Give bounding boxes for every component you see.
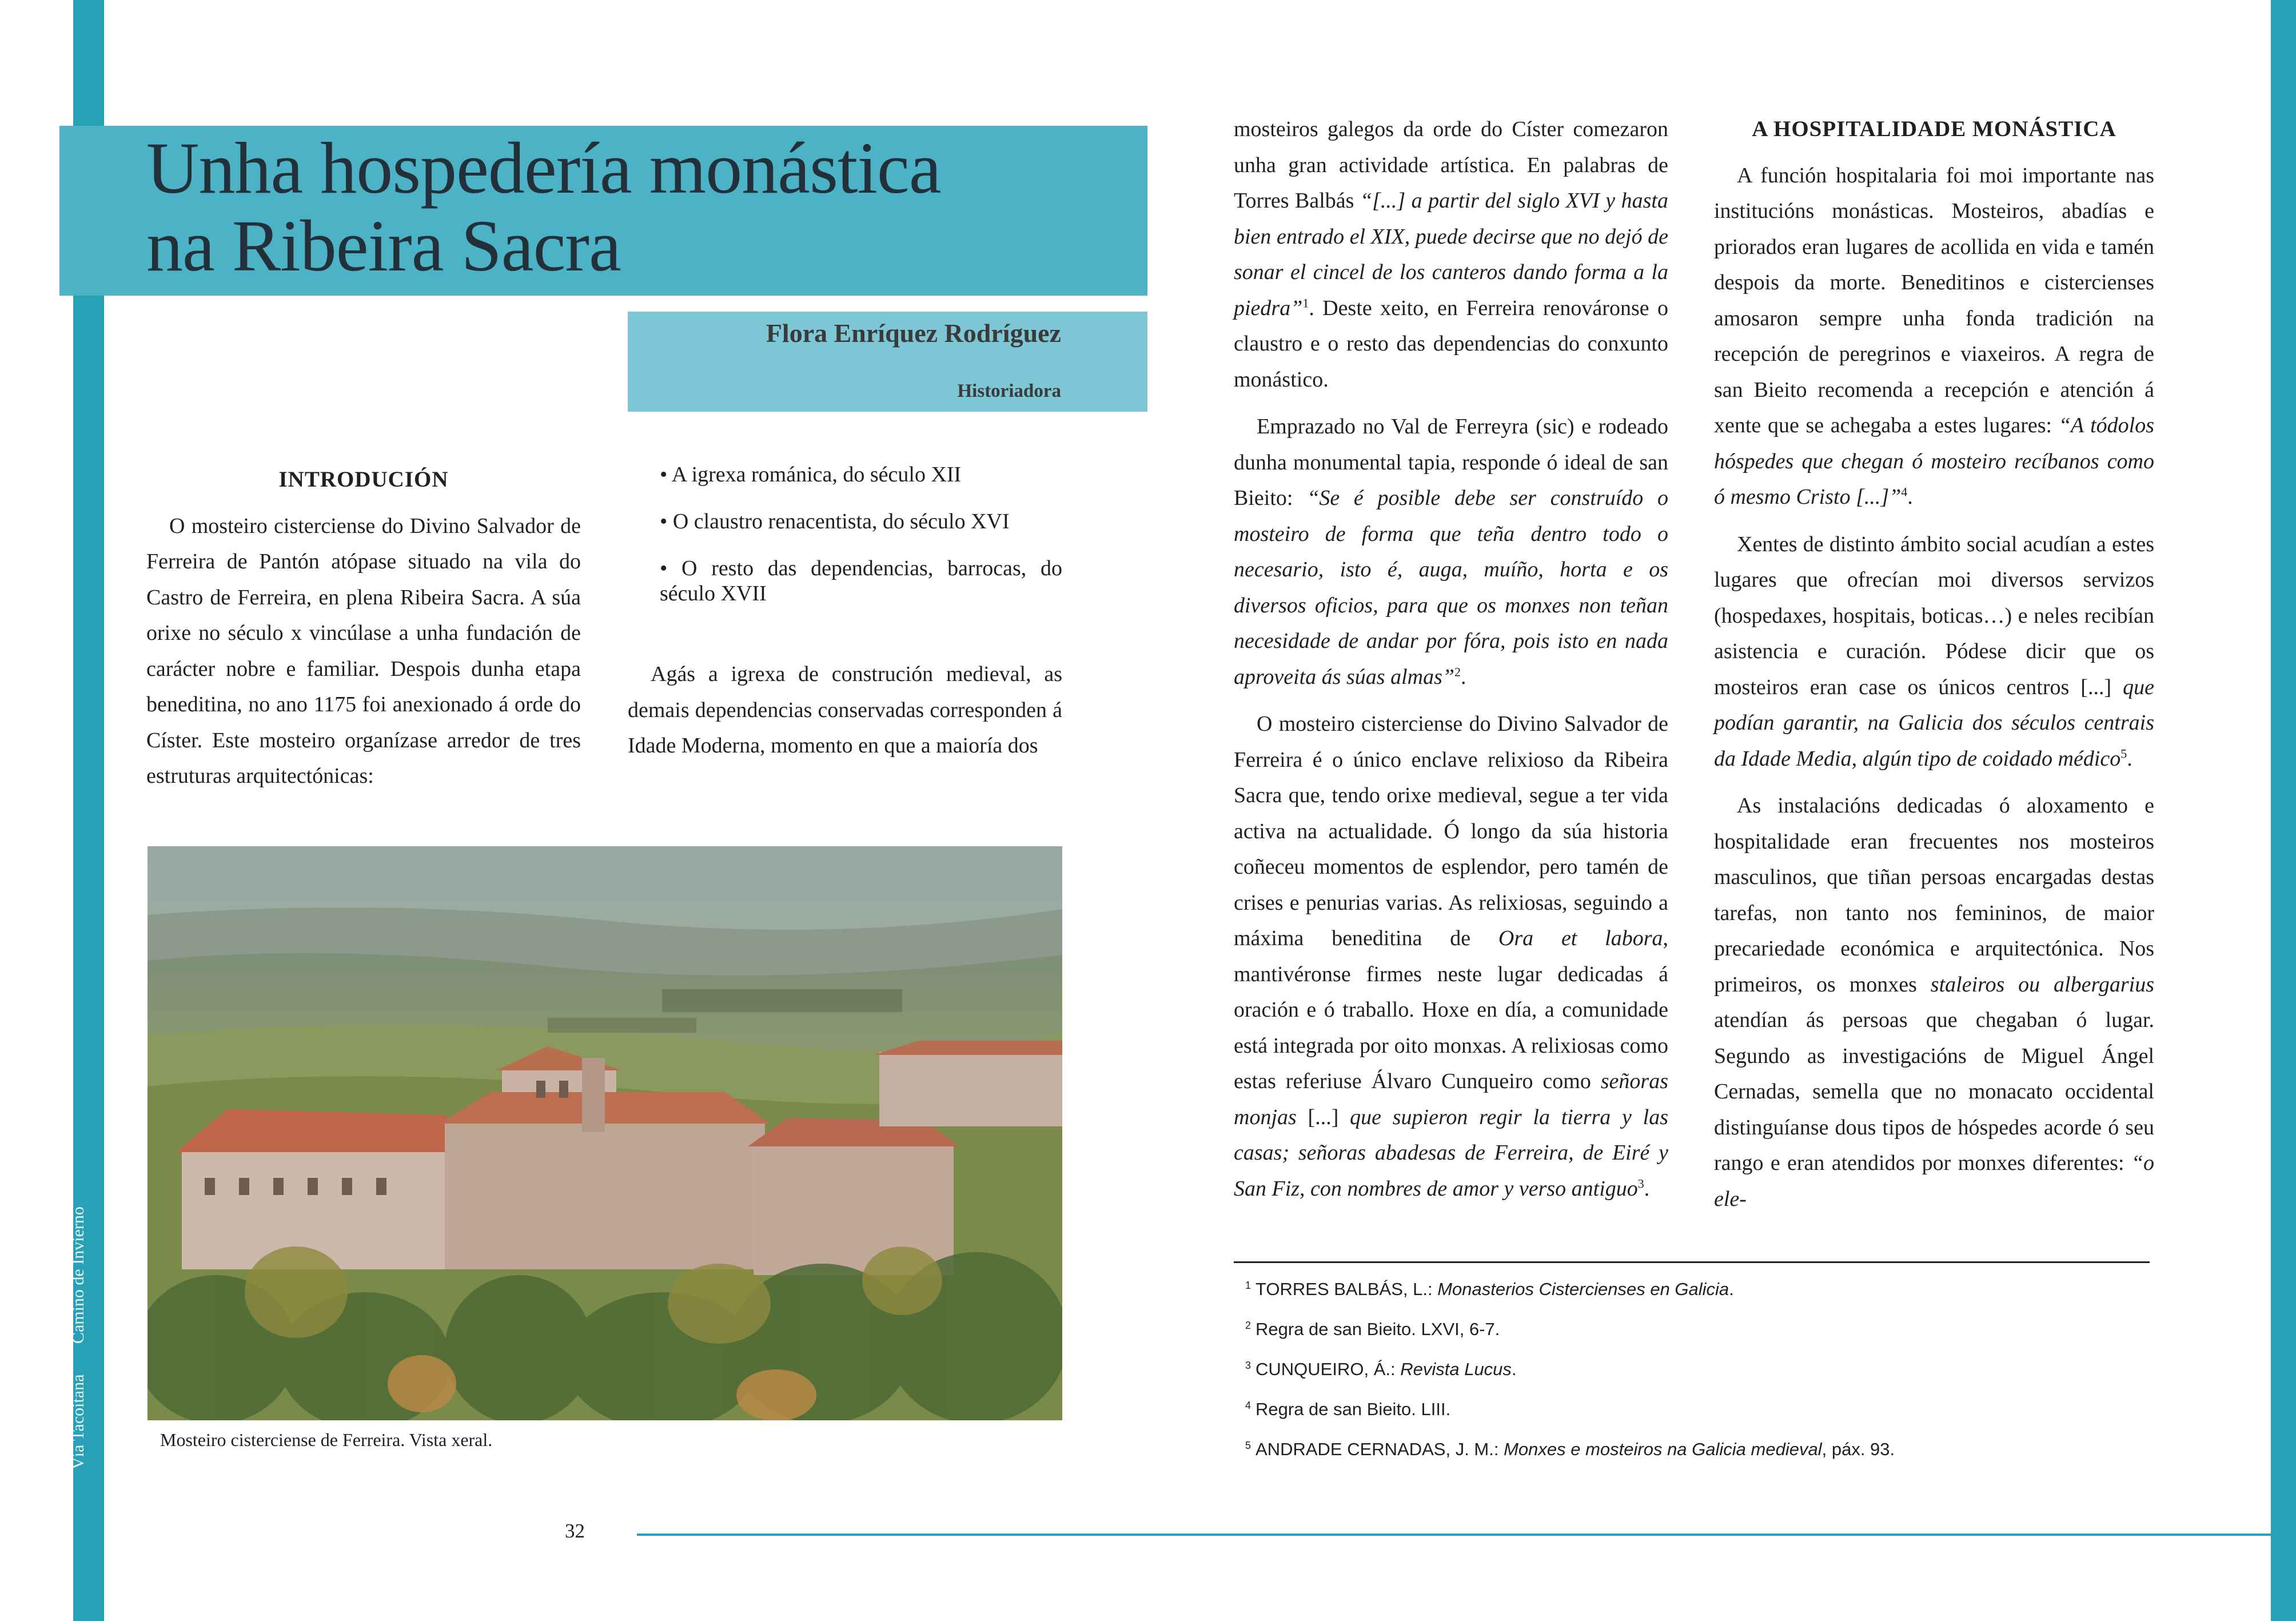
right-accent-bar	[2271, 0, 2296, 1621]
footnote-3: $^3$ CUNQUEIRO, Á.: Revista Lucus.	[1245, 1359, 1517, 1379]
footnote-5: $^5$ ANDRADE CERNADAS, J. M.: Monxes e mosteiros na Galicia medieval, páx. 93.	[1245, 1439, 1895, 1459]
title-line-2: na Ribeira Sacra	[146, 205, 621, 286]
intro-paragraph: O mosteiro cisterciense do Divino Salvador de Ferreira de Pantón atópase situado na vila do Castro de Ferreira, en plena Ribeira Sacra. A súa orixe no século x vincúlase a unha fundación de carácter nobre e familiar. Despois dunha etapa beneditina, no ano 1175 foi anexionado á orde do Císter. Este mosteiro organízase arredor de tres estruturas arquitectónicas:	[146, 513, 581, 788]
col4-paragraph-3: As instalacións dedicadas ó aloxamento e hospitalidade eran frecuentes nos mosteiros masculinos, que tiñan persoas encargadas destas tarefas, non tanto nos femininos, de maior precariedade económica e arquitectónica. Nos primeiros, os monxes staleiros ou albergarius atendían ás persoas que chegaban ó lugar. Segundo as investigacións de Miguel Ángel Cernadas, semella que no monacato occidental distinguíanse dous tipos de hóspedes acorde ó seu rango e eran atendidos por monxes diferentes: “o ele-	[1714, 794, 2154, 1211]
footer-rule	[637, 1534, 2271, 1536]
col3-paragraph-2: Emprazado no Val de Ferreyra (sic) e rodeado dunha monumental tapia, responde ó ideal de san Bieito: “Se é posible debe ser construído o mosteiro de forma que teña dentro todo o necesario, isto é, auga, muíño, horta e os diversos oficios, para que os monxes non teñan necesidade de andar por fóra, pois isto en nada aproveita ás súas almas”$^2$.	[1234, 415, 1668, 689]
page-number: 32	[565, 1520, 585, 1542]
running-header	[69, 1206, 88, 1469]
monastery-photo	[148, 846, 1062, 1420]
col4-paragraph-1: A función hospitalaria foi moi importante nas institucións monásticas. Mosteiros, abadías e priorados eran lugares de acollida en vida e tamén despois da morte. Beneditinos e cistercienses amosaron sempre unha fonda tradición na recepción de peregrinos e viaxeiros. A regra de san Bieito recomenda a recepción e atención á xente que se achegaba a estes lugares: “A tódolos hóspedes que chegan ó mosteiro recíbanos como ó mesmo Cristo [...]”$^4$.	[1714, 163, 2155, 509]
footnote-2: $^2$ Regra de san Bieito. LXVI, 6-7.	[1245, 1319, 1500, 1339]
column-2	[628, 462, 1062, 775]
footnotes	[1245, 1269, 2160, 1469]
col3-paragraph-3: O mosteiro cisterciense do Divino Salvador de Ferreira é o único enclave relixioso da Ribeira Sacra que, tendo orixe medieval, segue a ter vida activa na actualidade. Ó longo da súa historia coñeceu momentos de esplendor, pero tamén de crises e penurias varias. As relixiosas, seguindo a máxima beneditina de Ora et labora, mantivéronse firmes neste lugar dedicadas á oración e ó traballo. Hoxe en día, a comunidade está integrada por oito monxas. A relixiosas como estas referiuse Álvaro Cunqueiro como señoras monjas [...] que supieron regir la tierra y las casas; señoras abadesas de Ferreira, de Eiré y San Fiz, con nombres de amor y verso antiguo$^3$.	[1234, 712, 1669, 1201]
column-4	[1714, 111, 2154, 1228]
structures-list	[628, 462, 1062, 606]
author-role: Historiadora	[957, 381, 1061, 401]
col4-paragraph-2: Xentes de distinto ámbito social acudían a estes lugares que ofrecían moi diversos servizos (hospedaxes, hospitais, boticas…) e neles recibían asistencia e curación. Pódese dicir que os mosteiros eran case os únicos centros [...] que podían garantir, na Galicia dos séculos centrais da Idade Media, algún tipo de coidado médico$^5$.	[1714, 532, 2154, 771]
list-item: • O claustro renacentista, do século XVI	[628, 509, 1062, 534]
running-header-2: Camino de Invierno	[69, 1206, 87, 1344]
photo-caption: Mosteiro cisterciense de Ferreira. Vista xeral.	[160, 1429, 493, 1450]
intro-heading: INTRODUCIÓN	[278, 467, 449, 492]
col3-paragraph-1: mosteiros galegos da orde do Císter comezaron unha gran actividade artística. En palabras de Torres Balbás “[...] a partir del siglo XVI y hasta bien entrado el XIX, puede decirse que no dejó de sonar el cincel de los canteros dando forma a la piedra”$^1$. Deste xeito, en Ferreira renováronse o claustro e o resto das dependencias do conxunto monástico.	[1234, 117, 1668, 392]
column-1	[146, 462, 581, 806]
footnote-1: $^1$ TORRES BALBÁS, L.: Monasterios Cistercienses en Galicia.	[1245, 1279, 1734, 1299]
running-header-1: Vía Tacoitana	[69, 1374, 87, 1469]
title-line-1: Unha hospedería monástica	[146, 128, 941, 209]
footnote-4: $^4$ Regra de san Bieito. LIII.	[1245, 1399, 1451, 1419]
author-name: Flora Enríquez Rodríguez	[766, 318, 1061, 348]
article-title	[146, 129, 941, 285]
list-item: • A igrexa románica, do século XII	[628, 462, 1062, 487]
list-item: • O resto das dependencias, barrocas, do século XVII	[628, 556, 1062, 606]
column-3	[1234, 111, 1668, 1218]
hospitality-heading: A HOSPITALIDADE MONÁSTICA	[1752, 117, 2116, 141]
footnote-divider	[1234, 1261, 2150, 1263]
col2-paragraph: Agás a igrexa de construción medieval, as demais dependencias conservadas corresponden á Idade Moderna, momento en que a maioría dos	[628, 662, 1062, 758]
